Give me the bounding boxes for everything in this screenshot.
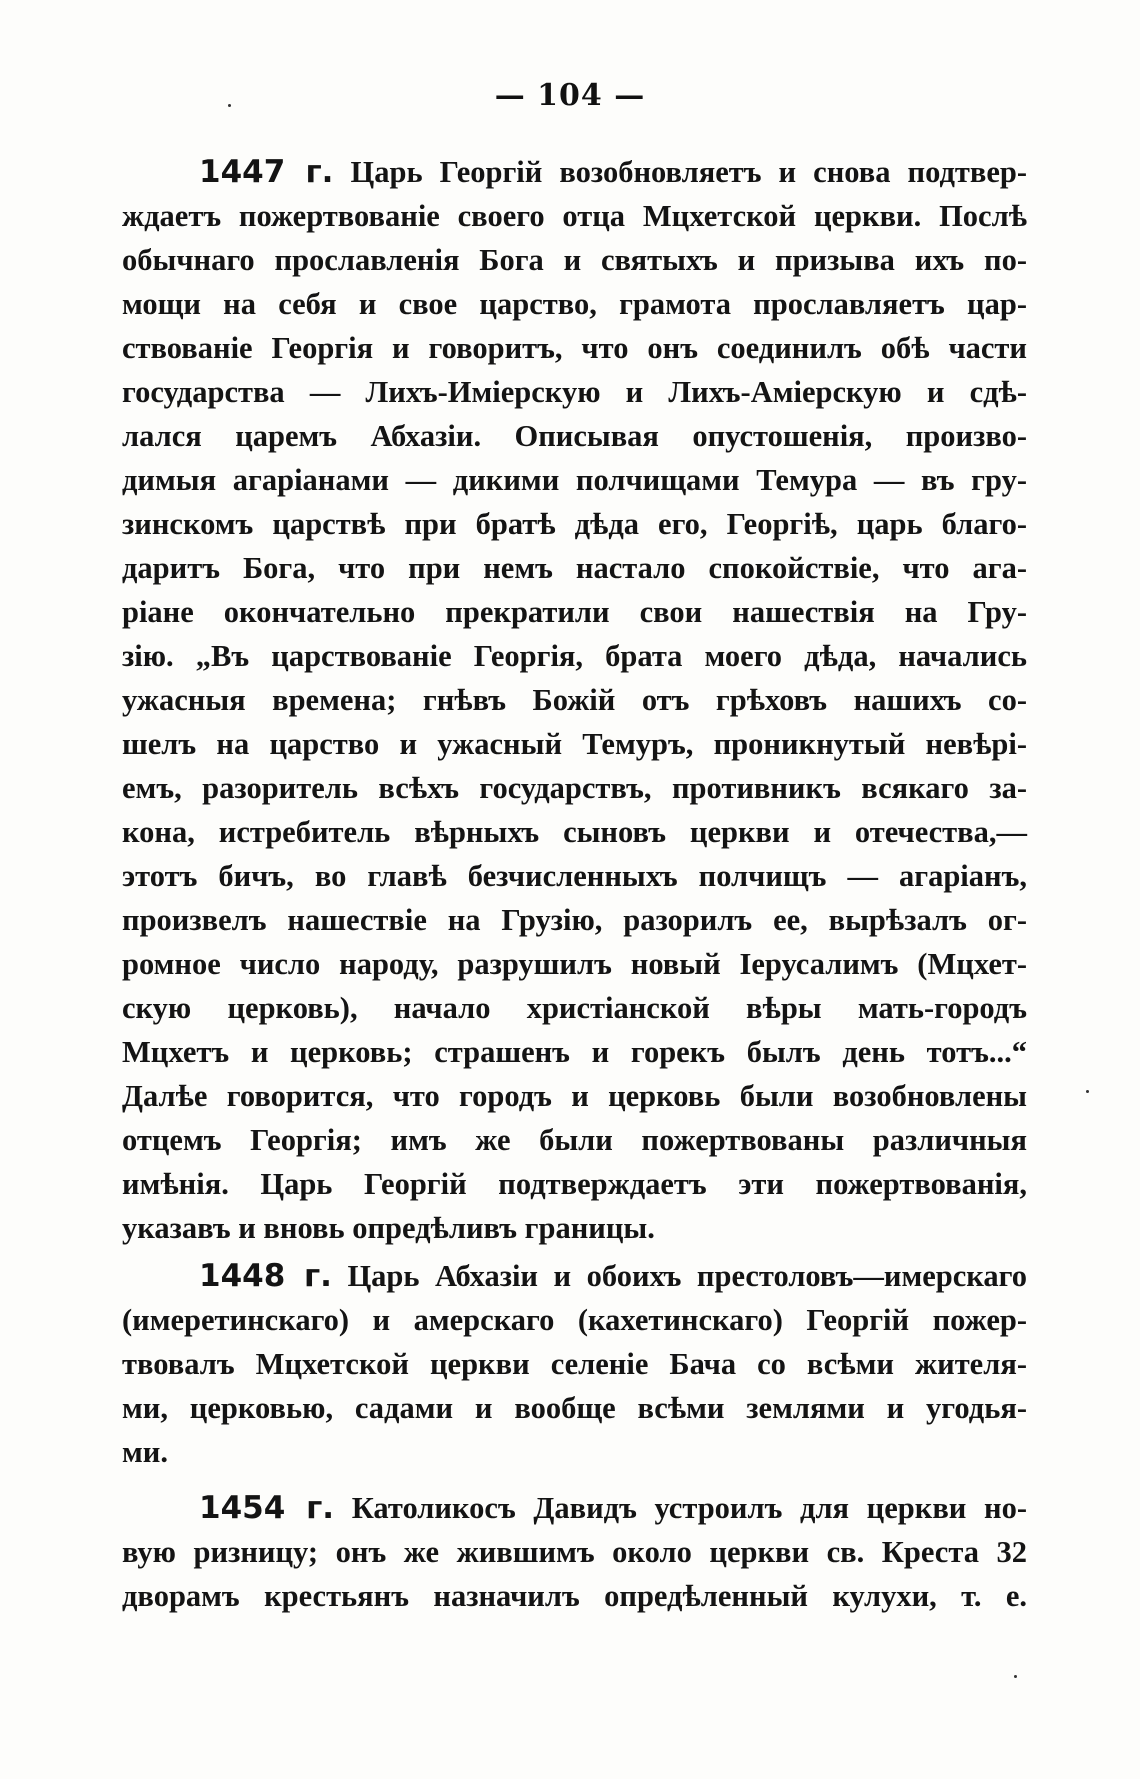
text-line: ми. — [122, 1435, 168, 1469]
text-line: государства — Лихъ-Иміерскую и Лихъ-Аміерскую и сдѣ- — [122, 375, 1027, 409]
text-line: емъ, разоритель всѣхъ государствъ, противникъ всякаго за- — [122, 771, 1027, 805]
text-line: указавъ и вновь опредѣливъ границы. — [122, 1211, 655, 1245]
text-line: вую ризницу; онъ же жившимъ около церкви св. Креста 32 — [122, 1535, 1027, 1569]
text-line: имѣнія. Царь Георгій подтверждаетъ эти пожертвованія, — [122, 1167, 1027, 1201]
text-line: 1454 г. Католикосъ Давидъ устроилъ для церкви но- — [199, 1490, 1027, 1526]
text-line: зію. „Въ царствованіе Георгія, брата моего дѣда, начались — [122, 639, 1027, 673]
year-marker: 1447 г. — [199, 154, 334, 190]
text-line: дворамъ крестьянъ назначилъ опредѣленный кулухи, т. е. — [122, 1579, 1027, 1613]
page-body — [122, 150, 1027, 1618]
text-line: кона, истребитель вѣрныхъ сыновъ церкви и отечества,— — [122, 815, 1027, 849]
page-number: — 104 — — [494, 78, 646, 113]
year-marker: 1454 г. — [199, 1490, 335, 1526]
text-line: ми, церковью, садами и вообще всѣми землями и угодья- — [122, 1391, 1027, 1425]
text-line: 1448 г. Царь Абхазіи и обоихъ престоловъ—имерскаго — [199, 1258, 1027, 1294]
text-line: Мцхетъ и церковь; страшенъ и горекъ былъ день тотъ...“ — [122, 1035, 1027, 1069]
text-line: димыя агаріанами — дикими полчищами Темура — въ гру- — [122, 463, 1027, 497]
text-line: этотъ бичъ, во главѣ безчисленныхъ полчищъ — агаріанъ, — [122, 859, 1027, 893]
scan-speck — [1014, 1675, 1017, 1678]
text-line: ужасныя времена; гнѣвъ Божій отъ грѣховъ нашихъ со- — [122, 683, 1027, 717]
text-line: ріане окончательно прекратили свои нашествія на Гру- — [122, 595, 1027, 629]
paragraph-1448 — [122, 1254, 1027, 1474]
scan-speck — [228, 104, 231, 107]
text-line: отцемъ Георгія; имъ же были пожертвованы различныя — [122, 1123, 1027, 1157]
text-line: Далѣе говорится, что городъ и церковь были возобновлены — [122, 1079, 1027, 1113]
text-line: лался царемъ Абхазіи. Описывая опустошенія, произво- — [122, 419, 1027, 453]
paragraph-spacer — [122, 1474, 1027, 1486]
text-line: зинскомъ царствѣ при братѣ дѣда его, Георгіѣ, царь благо- — [122, 507, 1027, 541]
text-line: произвелъ нашествіе на Грузію, разорилъ ее, вырѣзалъ ог- — [122, 903, 1027, 937]
text-line: 1447 г. Царь Георгій возобновляетъ и снова подтвер- — [199, 154, 1028, 190]
text-line: скую церковь), начало христіанской вѣры мать-городъ — [122, 991, 1027, 1025]
text-line: ждаетъ пожертвованіе своего отца Мцхетской церкви. Послѣ — [122, 199, 1027, 233]
text-line: ствованіе Георгія и говоритъ, что онъ соединилъ обѣ части — [122, 331, 1027, 365]
year-marker: 1448 г. — [199, 1258, 332, 1294]
text-line: шелъ на царство и ужасный Темуръ, проникнутый невѣрі- — [122, 727, 1027, 761]
paragraph-1447 — [122, 150, 1027, 1250]
text-line: (имеретинскаго) и амерскаго (кахетинскаго) Георгій пожер- — [122, 1303, 1027, 1337]
paragraph-1454 — [122, 1486, 1027, 1618]
text-line: ромное число народу, разрушилъ новый Іерусалимъ (Мцхет- — [122, 947, 1027, 981]
text-line: твовалъ Мцхетской церкви селеніе Бача со всѣми жителя- — [122, 1347, 1027, 1381]
text-line: мощи на себя и свое царство, грамота прославляетъ цар- — [122, 287, 1027, 321]
scan-speck — [1086, 1090, 1089, 1093]
text-line: обычнаго прославленія Бога и святыхъ и призыва ихъ по- — [122, 243, 1027, 277]
text-line: даритъ Бога, что при немъ настало спокойствіе, что ага- — [122, 551, 1027, 585]
